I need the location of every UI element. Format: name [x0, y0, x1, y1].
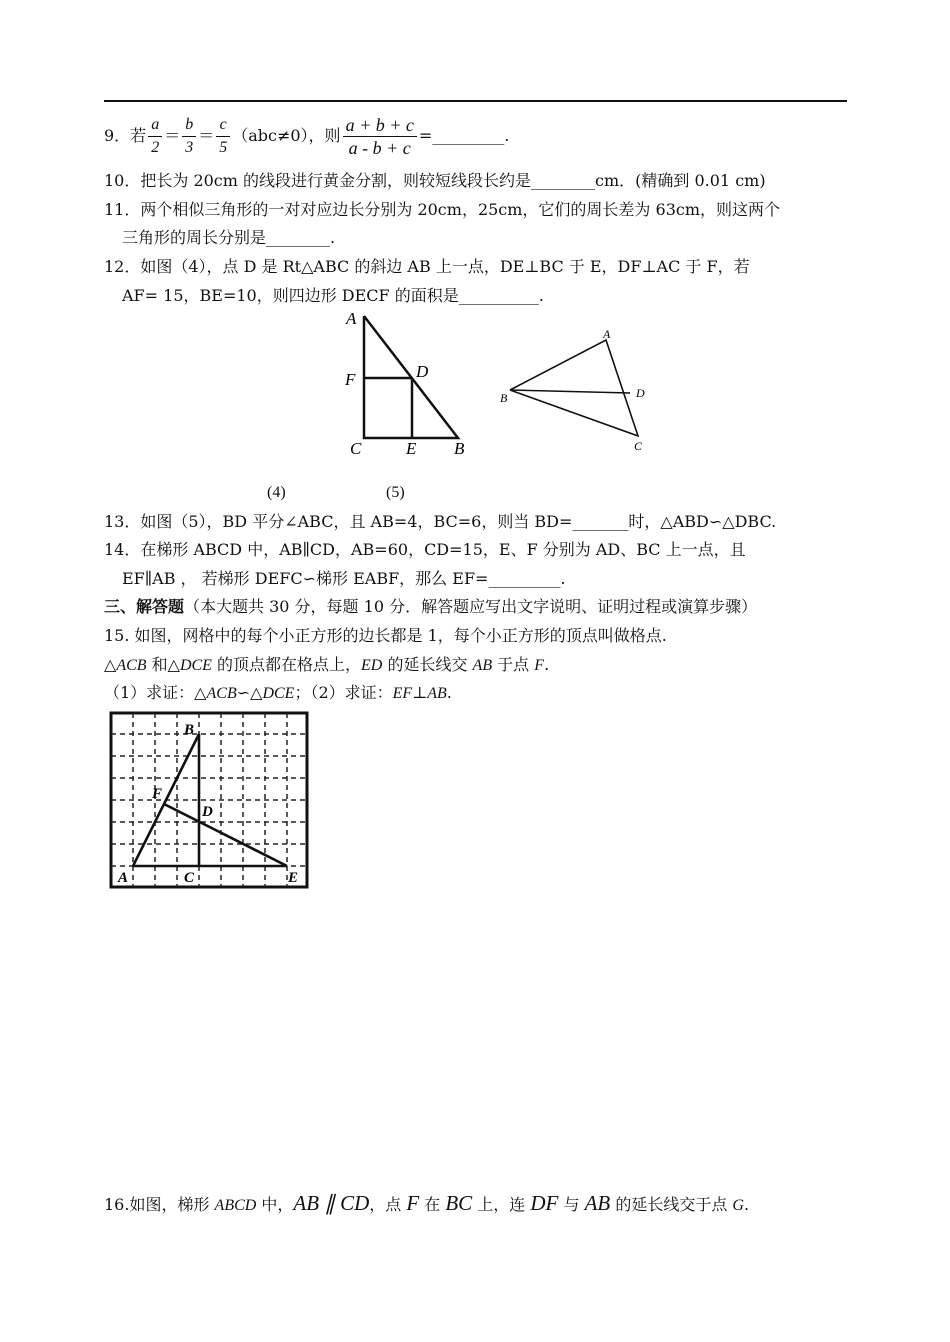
fraction-c-over-5: $\frac{c}{5}$	[216, 114, 230, 159]
question-13: 13．如图（5），BD 平分∠ABC，且 AB=4，BC=6，则当 BD=_______时，△ABD∽△DBC.	[104, 512, 777, 531]
figure-4-right-triangle	[340, 306, 480, 462]
grid-label-F: F	[152, 786, 163, 802]
grid-figure	[108, 710, 312, 892]
question-14-line2: EF∥AB ， 若梯形 DEFC∽梯形 EABF，那么 EF=_________.	[122, 569, 566, 588]
question-10: 10．把长为 20cm 的线段进行黄金分割，则较短线段长约是________cm．(精确到 0.01 cm)	[104, 171, 766, 190]
figure-5-triangle	[496, 326, 656, 456]
header-rule	[104, 100, 847, 102]
question-11-line1: 11．两个相似三角形的一对对应边长分别为 20cm，25cm，它们的周长差为 63cm，则这两个	[104, 200, 781, 219]
grid-label-B: B	[184, 722, 195, 738]
fraction-b-over-3: $\frac{b}{3}$	[182, 114, 196, 159]
question-15-line1: 15. 如图，网格中的每个小正方形的边长都是 1，每个小正方形的顶点叫做格点.	[104, 626, 667, 645]
q9-blank: =_________.	[418, 126, 510, 145]
grid-label-A: A	[118, 870, 129, 886]
fraction-ratio: $\frac{a + b + c}{a - b + c}$	[343, 114, 417, 159]
section-3-description: （本大题共 30 分，每题 10 分．解答题应写出文字说明、证明过程或演算步骤）	[184, 597, 758, 616]
question-9: 9．若 $\frac{a}{2}$ ＝ $\frac{b}{3}$ ＝ $\frac{c}{5}$ （abc≠0），则 $\frac{a + b + c}{a - b + c}$ =_________.	[104, 115, 510, 158]
fig5-outline	[510, 340, 638, 436]
question-12-line2: AF= 15，BE=10，则四边形 DECF 的面积是__________.	[122, 286, 544, 305]
question-15-line2: △ACB 和△DCE 的顶点都在格点上，ED 的延长线交 AB 于点 F.	[104, 655, 550, 674]
fig4-label-A: A	[346, 309, 357, 328]
fig5-label-B: B	[500, 391, 508, 405]
question-16: 16.如图，梯形 ABCD 中，AB ∥ CD，点 F 在 BC 上，连 DF 与 AB 的延长线交于点 G.	[104, 1191, 750, 1215]
fig4-caption: (4)	[267, 484, 286, 501]
question-14-line1: 14．在梯形 ABCD 中，AB∥CD，AB=60，CD=15，E、F 分别为 AD、BC 上一点，且	[104, 540, 746, 559]
fig5-label-C: C	[634, 439, 643, 453]
grid-label-D: D	[202, 804, 213, 820]
fig4-label-D: D	[416, 362, 429, 381]
fraction-a-over-2: $\frac{a}{2}$	[148, 114, 162, 159]
fig5-bd	[510, 390, 630, 393]
question-15-line3: （1）求证：△ACB∽△DCE；（2）求证：EF⊥AB.	[104, 683, 452, 702]
question-12-line1: 12．如图（4），点 D 是 Rt△ABC 的斜边 AB 上一点，DE⊥BC 于 E，DF⊥AC 于 F，若	[104, 257, 750, 276]
fig5-label-D: D	[636, 386, 645, 400]
section-3-title: 三、解答题	[104, 597, 185, 616]
section-3-heading	[104, 597, 757, 617]
fig4-label-B: B	[454, 439, 465, 458]
fig5-label-A: A	[603, 327, 611, 341]
fig4-label-C: C	[350, 439, 362, 458]
grid-label-E: E	[288, 870, 299, 886]
fig4-label-F: F	[345, 370, 356, 389]
q9-prefix: 9．若	[104, 126, 147, 145]
question-11-line2: 三角形的周长分别是________.	[122, 228, 336, 247]
fig4-label-E: E	[406, 439, 417, 458]
fig5-caption: (5)	[386, 484, 405, 501]
q9-condition: （abc≠0），则	[232, 126, 341, 145]
grid-label-C: C	[184, 870, 195, 886]
